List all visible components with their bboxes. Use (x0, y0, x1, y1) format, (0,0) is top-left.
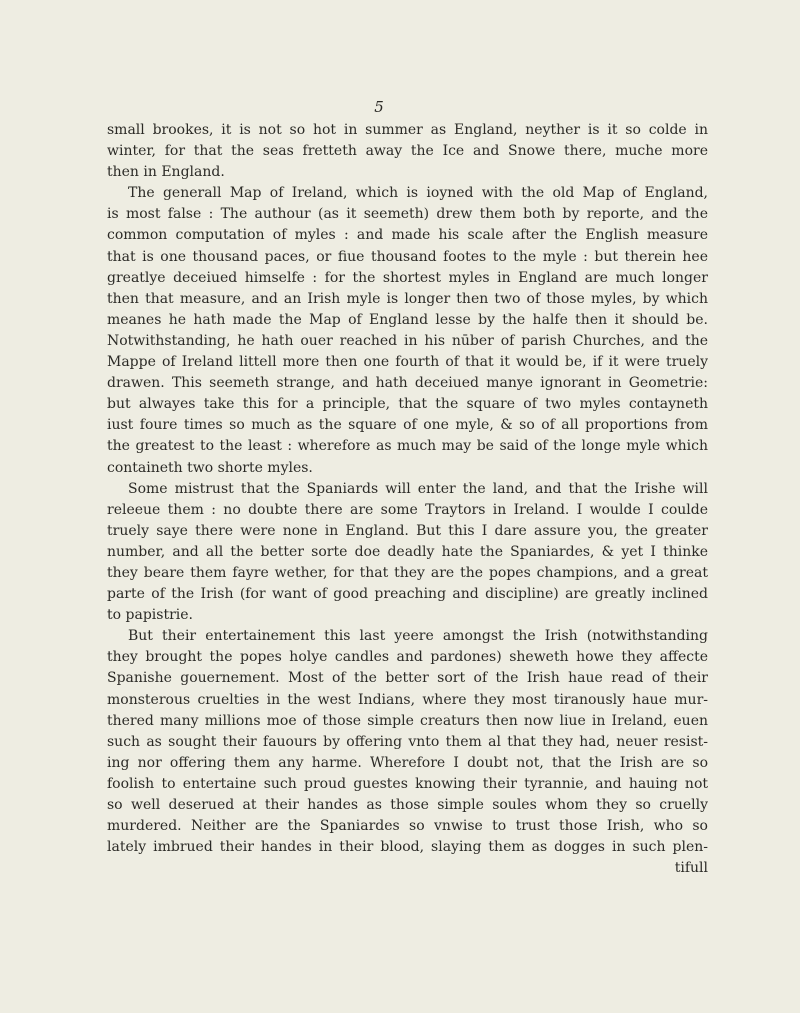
text-line: meanes he hath made the Map of England lesse by the halfe then it should be. (107, 311, 708, 328)
text-line: so well deserued at their handes as those simple soules whom they so cruelly (107, 797, 708, 813)
text-line: they beare them fayre wether, for that they are the popes champions, and a great (107, 564, 708, 581)
text-line: releeue them : no doubte there are some Traytors in Ireland. I woulde I coulde (107, 501, 708, 518)
text-line: Some mistrust that the Spaniards will enter the land, and that the Irishe will (128, 480, 708, 497)
text-line: Notwithstanding, he hath ouer reached in his nūber of parish Churches, and the (107, 332, 708, 349)
text-line: thered many millions moe of those simple creaturs then now liue in Ireland, euen (107, 712, 708, 729)
text-line: Mappe of Ireland littell more then one fourth of that it would be, if it were truely (107, 354, 708, 371)
text-line: common computation of myles : and made his scale after the English measure (107, 227, 708, 244)
text-line: murdered. Neither are the Spaniardes so vnwise to trust those Irish, who so (107, 818, 708, 835)
catchword: tifull (674, 860, 708, 877)
text-line: Spanishe gouernement. Most of the better sort of the Irish haue read of their (107, 670, 708, 687)
body-text (107, 120, 708, 879)
text-line: greatlye deceiued himselfe : for the shortest myles in England are much longer (107, 269, 708, 286)
text-line: but alwayes take this for a principle, that the square of two myles contayneth (107, 396, 708, 413)
text-line: iust foure times so much as the square of one myle, & so of all proportions from (107, 417, 708, 434)
text-line: then that measure, and an Irish myle is longer then two of those myles, by which (107, 290, 708, 307)
text-line: winter, for that the seas fretteth away the Ice and Snowe there, muche more (107, 143, 708, 160)
text-line: parte of the Irish (for want of good preaching and discipline) are greatly inclined (107, 586, 708, 603)
text-line: truely saye there were none in England. But this I dare assure you, the greater (107, 522, 708, 539)
text-line: The generall Map of Ireland, which is ioyned with the old Map of England, (128, 185, 708, 202)
page-number: 5 (374, 98, 384, 116)
text-line: drawen. This seemeth strange, and hath deceiued manye ignorant in Geometrie: (107, 375, 708, 392)
text-line: lately imbrued their handes in their blood, slaying them as dogges in such plen- (107, 839, 708, 856)
text-line: small brookes, it is not so hot in summer as England, neyther is it so colde in (107, 122, 708, 138)
text-line: But their entertainement this last yeere amongst the Irish (notwithstanding (128, 628, 708, 645)
text-line: containeth two shorte myles. (107, 459, 313, 476)
text-line: number, and all the better sorte doe deadly hate the Spaniardes, & yet I thinke (107, 543, 708, 560)
text-line: to papistrie. (107, 607, 193, 624)
text-line: they brought the popes holye candles and pardones) sheweth howe they affecte (107, 649, 708, 666)
text-line: ing nor offering them any harme. Wherefore I doubt not, that the Irish are so (107, 754, 708, 771)
text-line: then in England. (107, 164, 225, 181)
text-line: the greatest to the least : wherefore as much may be said of the longe myle which (107, 438, 708, 455)
text-line: is most false : The authour (as it seemeth) drew them both by reporte, and the (107, 206, 708, 223)
text-line: that is one thousand paces, or fiue thousand footes to the myle : but therein hee (107, 248, 708, 265)
text-line: such as sought their fauours by offering vnto them al that they had, neuer resist- (107, 733, 708, 750)
text-line: foolish to entertaine such proud guestes knowing their tyrannie, and hauing not (107, 775, 708, 792)
text-line: monsterous cruelties in the west Indians, where they most tiranously haue mur- (107, 691, 708, 708)
